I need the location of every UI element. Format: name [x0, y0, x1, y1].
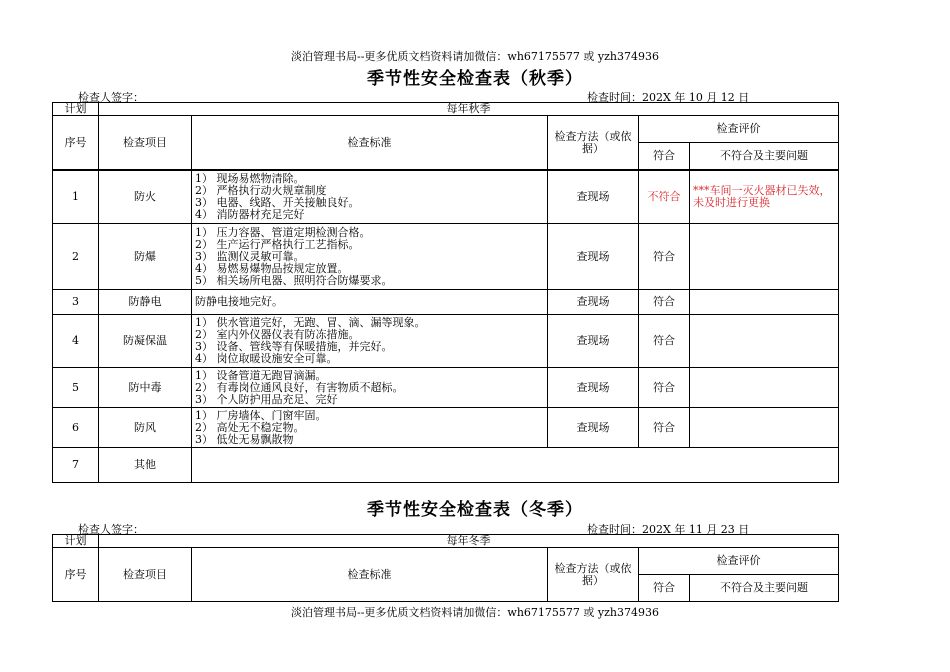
table-row — [53, 171, 839, 224]
row-item: 防静电 — [99, 290, 192, 315]
autumn-inspector-label: 检查人签字： — [78, 91, 144, 104]
col-item: 检查项目 — [99, 116, 192, 170]
autumn-check-time: 检查时间：202X 年 10 月 12 日 — [587, 91, 750, 104]
plan-value: 每年冬季 — [99, 535, 839, 548]
row-result: 符合 — [639, 224, 690, 290]
col-method: 检查方法（或依据） — [548, 116, 639, 170]
row-issue — [690, 315, 839, 368]
row-standards: 防静电接地完好。 — [192, 290, 548, 315]
row-empty — [192, 448, 839, 483]
row-item: 防火 — [99, 171, 192, 224]
row-issue — [690, 408, 839, 448]
col-item: 检查项目 — [99, 548, 192, 602]
col-fail-issue: 不符合及主要问题 — [690, 575, 839, 602]
row-method: 查现场 — [548, 171, 639, 224]
col-fail-issue: 不符合及主要问题 — [690, 143, 839, 170]
col-no: 序号 — [53, 548, 99, 602]
col-no: 序号 — [53, 116, 99, 170]
table-row — [53, 408, 839, 448]
row-issue — [690, 290, 839, 315]
table-row — [53, 368, 839, 408]
row-standards: 1） 设备管道无跑冒滴漏。 2） 有毒岗位通风良好，有害物质不超标。 3） 个人防护用品充足、完好 — [192, 368, 548, 408]
row-result: 符合 — [639, 368, 690, 408]
row-item: 防爆 — [99, 224, 192, 290]
col-standard: 检查标准 — [192, 548, 548, 602]
autumn-title: 季节性安全检查表（秋季） — [367, 69, 583, 89]
row-result: 不符合 — [639, 171, 690, 224]
row-standards: 1） 供水管道完好，无跑、冒、滴、漏等现象。 2） 室内外仪器仪表有防冻措施。 3） 设备、管线等有保暖措施，并完好。 4） 岗位取暖设施安全可靠。 — [192, 315, 548, 368]
row-item: 其他 — [99, 448, 192, 483]
autumn-body-table — [52, 170, 839, 483]
row-result: 符合 — [639, 408, 690, 448]
autumn-header-table — [52, 102, 839, 170]
col-pass: 符合 — [639, 575, 690, 602]
row-no: 3 — [53, 290, 99, 315]
row-no: 1 — [53, 171, 99, 224]
table-row — [53, 315, 839, 368]
table-row — [53, 290, 839, 315]
col-evaluation: 检查评价 — [639, 548, 839, 575]
plan-value: 每年秋季 — [99, 103, 839, 116]
row-issue — [690, 368, 839, 408]
header-note: 淡泊管理书局--更多优质文档资料请加微信：wh67175577 或 yzh374936 — [291, 50, 659, 63]
col-standard: 检查标准 — [192, 116, 548, 170]
row-result: 符合 — [639, 315, 690, 368]
row-item: 防中毒 — [99, 368, 192, 408]
table-row — [53, 224, 839, 290]
row-standards: 1） 厂房墙体、门窗牢固。 2） 高处无不稳定物。 3） 低处无易飘散物 — [192, 408, 548, 448]
winter-check-time: 检查时间：202X 年 11 月 23 日 — [587, 523, 750, 536]
row-no: 5 — [53, 368, 99, 408]
footer-note: 淡泊管理书局--更多优质文档资料请加微信：wh67175577 或 yzh374936 — [291, 606, 659, 619]
winter-header-table — [52, 534, 839, 602]
plan-label: 计划 — [53, 103, 99, 116]
row-standards: 1） 压力容器、管道定期检测合格。 2） 生产运行严格执行工艺指标。 3） 监测仪灵敏可靠。 4） 易燃易爆物品按规定放置。 5） 相关场所电器、照明符合防爆要求。 — [192, 224, 548, 290]
row-item: 防凝保温 — [99, 315, 192, 368]
row-item: 防风 — [99, 408, 192, 448]
table-row — [53, 448, 839, 483]
winter-inspector-label: 检查人签字： — [78, 523, 144, 536]
row-standards: 1） 现场易燃物清除。 2） 严格执行动火规章制度 3） 电器、线路、开关接触良好。 4） 消防器材充足完好 — [192, 171, 548, 224]
row-method: 查现场 — [548, 368, 639, 408]
row-result: 符合 — [639, 290, 690, 315]
row-method: 查现场 — [548, 408, 639, 448]
col-pass: 符合 — [639, 143, 690, 170]
row-no: 6 — [53, 408, 99, 448]
row-method: 查现场 — [548, 290, 639, 315]
winter-title: 季节性安全检查表（冬季） — [367, 500, 583, 520]
plan-label: 计划 — [53, 535, 99, 548]
row-no: 4 — [53, 315, 99, 368]
col-evaluation: 检查评价 — [639, 116, 839, 143]
row-method: 查现场 — [548, 315, 639, 368]
row-no: 2 — [53, 224, 99, 290]
row-issue: ***车间一灭火器材已失效，未及时进行更换 — [690, 171, 839, 224]
row-method: 查现场 — [548, 224, 639, 290]
row-issue — [690, 224, 839, 290]
col-method: 检查方法（或依据） — [548, 548, 639, 602]
row-no: 7 — [53, 448, 99, 483]
